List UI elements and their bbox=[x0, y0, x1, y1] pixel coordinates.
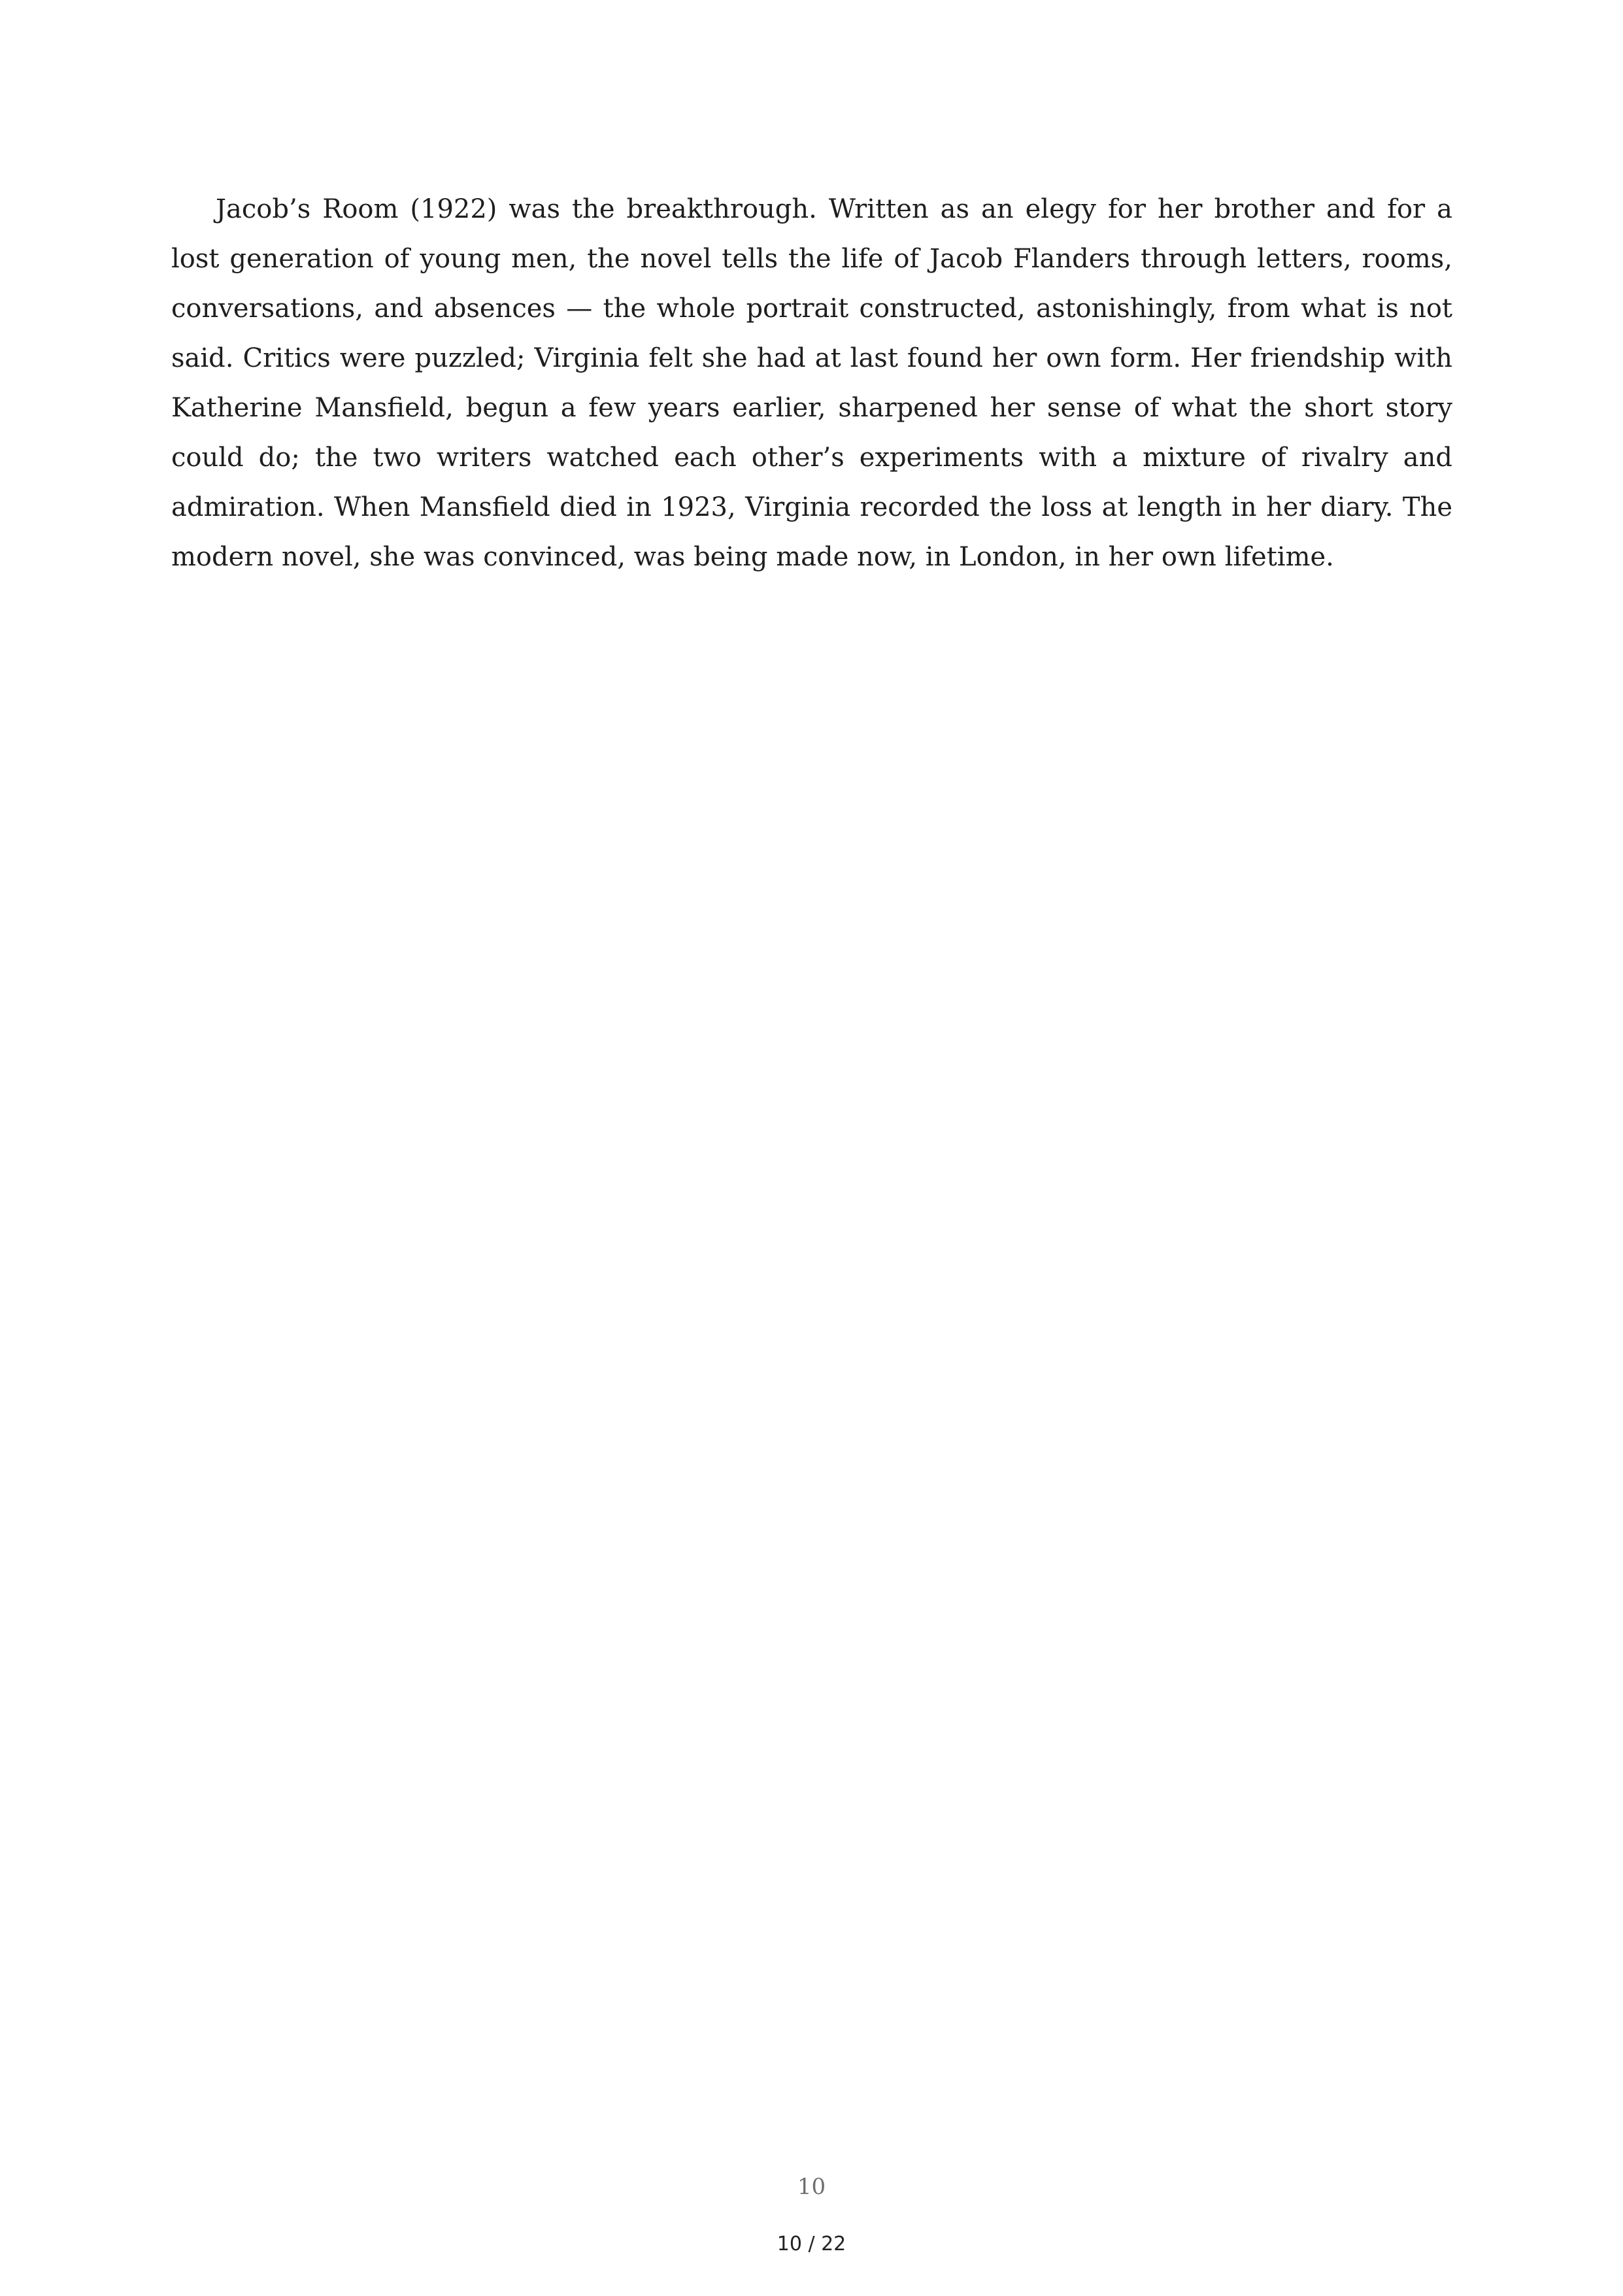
body-paragraph: Jacob’s Room (1922) was the breakthrough. Written as an elegy for her brother and for a lost generation of young men, the novel tells the life of Jacob Flanders through letters, rooms, conversations, and absences — the whole portrait constructed, astonishingly, from what is not said. Critics were puzzled; Virginia felt she had at last found her own form. Her friendship with Katherine Mansfield, begun a few years earlier, sharpened her sense of what the short story could do; the two writers watched each other’s experiments with a mixture of rivalry and admiration. When Mansfield died in 1923, Virginia recorded the loss at length in her diary. The modern novel, she was convinced, was being made now, in London, in her own lifetime. bbox=[171, 194, 1452, 572]
page-number: 10 bbox=[797, 2174, 826, 2200]
page-counter: 10 / 22 bbox=[777, 2233, 846, 2255]
